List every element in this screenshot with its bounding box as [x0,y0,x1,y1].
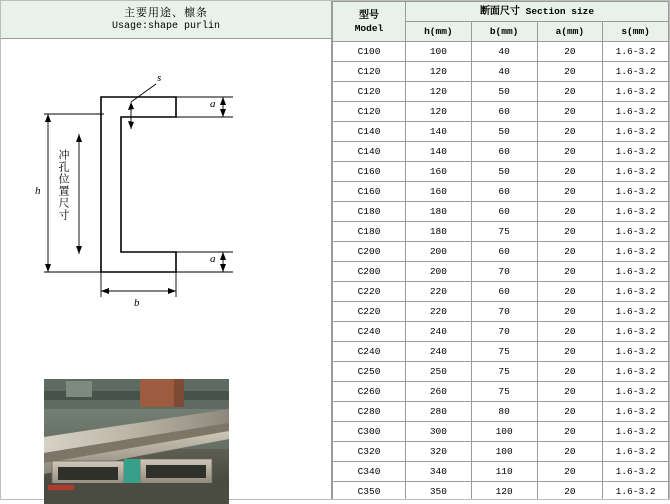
spec-table-panel [332,1,669,499]
cell-a: 20 [537,482,603,500]
table-body [333,42,669,500]
cell-b: 60 [471,142,537,162]
table-row [333,42,669,62]
cell-model: C120 [333,62,406,82]
cell-h: 260 [406,382,472,402]
cell-s: 1.6-3.2 [603,242,669,262]
cell-b: 40 [471,42,537,62]
table-row [333,482,669,500]
spec-table [332,1,669,499]
table-row [333,442,669,462]
cell-h: 240 [406,342,472,362]
table-row [333,302,669,322]
cell-b: 75 [471,222,537,242]
cell-model: C300 [333,422,406,442]
cell-b: 50 [471,162,537,182]
cell-b: 75 [471,342,537,362]
cell-b: 60 [471,282,537,302]
cell-model: C240 [333,322,406,342]
cell-model: C120 [333,102,406,122]
cell-s: 1.6-3.2 [603,442,669,462]
table-row [333,242,669,262]
cell-h: 100 [406,42,472,62]
cell-b: 70 [471,322,537,342]
cell-b: 60 [471,102,537,122]
column-header-a: a(mm) [537,22,603,42]
cell-s: 1.6-3.2 [603,402,669,422]
cell-model: C200 [333,262,406,282]
table-row [333,382,669,402]
table-row [333,222,669,242]
cell-s: 1.6-3.2 [603,462,669,482]
cell-s: 1.6-3.2 [603,422,669,442]
cell-a: 20 [537,222,603,242]
cell-model: C160 [333,162,406,182]
cell-h: 220 [406,302,472,322]
cell-h: 120 [406,102,472,122]
cell-model: C280 [333,402,406,422]
cell-s: 1.6-3.2 [603,42,669,62]
cell-s: 1.6-3.2 [603,162,669,182]
cell-s: 1.6-3.2 [603,202,669,222]
cell-model: C100 [333,42,406,62]
cell-a: 20 [537,282,603,302]
cell-model: C340 [333,462,406,482]
product-photo [44,379,229,504]
cell-model: C120 [333,82,406,102]
dimension-label-a-bottom: a [210,253,216,265]
cell-model: C140 [333,122,406,142]
cell-a: 20 [537,182,603,202]
cell-s: 1.6-3.2 [603,362,669,382]
table-row [333,422,669,442]
table-row [333,142,669,162]
usage-title-en: Usage:shape purlin [111,21,221,32]
table-row [333,182,669,202]
cell-model: C350 [333,482,406,500]
cell-a: 20 [537,122,603,142]
cell-a: 20 [537,382,603,402]
cell-h: 160 [406,182,472,202]
dimension-label-a-top: a [210,98,216,110]
cell-h: 280 [406,402,472,422]
cell-b: 60 [471,182,537,202]
cell-b: 70 [471,302,537,322]
cell-a: 20 [537,82,603,102]
cell-a: 20 [537,162,603,182]
model-header-cn: 型号 [359,9,379,21]
cell-s: 1.6-3.2 [603,322,669,342]
cell-h: 250 [406,362,472,382]
cell-s: 1.6-3.2 [603,482,669,500]
cell-a: 20 [537,322,603,342]
cell-b: 60 [471,242,537,262]
table-row [333,362,669,382]
cell-b: 40 [471,62,537,82]
cell-model: C180 [333,202,406,222]
cell-s: 1.6-3.2 [603,122,669,142]
cell-b: 110 [471,462,537,482]
cell-h: 320 [406,442,472,462]
cell-a: 20 [537,42,603,62]
cell-model: C200 [333,242,406,262]
punch-position-label: 冲孔位置尺寸 [57,149,69,221]
model-header-en: Model [354,22,384,34]
cell-a: 20 [537,142,603,162]
cell-h: 200 [406,242,472,262]
cell-s: 1.6-3.2 [603,342,669,362]
column-header-h: h(mm) [406,22,472,42]
cell-a: 20 [537,242,603,262]
cell-s: 1.6-3.2 [603,262,669,282]
cell-b: 60 [471,202,537,222]
cell-h: 140 [406,142,472,162]
column-header-b: b(mm) [471,22,537,42]
cell-h: 160 [406,162,472,182]
cell-a: 20 [537,62,603,82]
dimension-label-h: h [35,185,41,197]
table-row [333,282,669,302]
cell-h: 350 [406,482,472,500]
table-row [333,62,669,82]
table-row [333,462,669,482]
cell-b: 50 [471,82,537,102]
cell-model: C250 [333,362,406,382]
cell-a: 20 [537,402,603,422]
cell-model: C140 [333,142,406,162]
cell-h: 340 [406,462,472,482]
cell-a: 20 [537,202,603,222]
cell-b: 70 [471,262,537,282]
table-row [333,162,669,182]
cell-s: 1.6-3.2 [603,222,669,242]
cell-model: C160 [333,182,406,202]
cell-h: 180 [406,222,472,242]
cell-model: C220 [333,302,406,322]
model-header [333,2,406,42]
cell-s: 1.6-3.2 [603,142,669,162]
cell-a: 20 [537,262,603,282]
cell-h: 140 [406,122,472,142]
cell-b: 100 [471,422,537,442]
cell-b: 75 [471,362,537,382]
cell-s: 1.6-3.2 [603,102,669,122]
dimension-label-b: b [134,297,140,309]
cell-model: C320 [333,442,406,462]
table-row [333,202,669,222]
cell-a: 20 [537,362,603,382]
section-size-header [406,2,669,22]
cell-a: 20 [537,102,603,122]
cell-b: 100 [471,442,537,462]
cell-s: 1.6-3.2 [603,62,669,82]
cell-model: C240 [333,342,406,362]
table-row [333,342,669,362]
usage-header [1,1,332,39]
cell-model: C220 [333,282,406,302]
table-row [333,322,669,342]
cell-h: 120 [406,82,472,102]
cell-s: 1.6-3.2 [603,282,669,302]
cell-h: 300 [406,422,472,442]
cell-a: 20 [537,442,603,462]
usage-title-cn: 主要用途、檩条 [124,7,208,19]
cell-model: C180 [333,222,406,242]
cell-b: 50 [471,122,537,142]
cell-h: 120 [406,62,472,82]
table-row [333,402,669,422]
cell-h: 180 [406,202,472,222]
table-row [333,122,669,142]
cell-s: 1.6-3.2 [603,382,669,402]
section-size-header-cn: 断面尺寸 [479,6,520,17]
table-row [333,102,669,122]
cell-a: 20 [537,422,603,442]
dimension-label-s: s [157,72,162,84]
column-header-s: s(mm) [603,22,669,42]
table-row [333,262,669,282]
left-panel [1,1,332,499]
cell-s: 1.6-3.2 [603,82,669,102]
cell-s: 1.6-3.2 [603,302,669,322]
cell-h: 240 [406,322,472,342]
cell-s: 1.6-3.2 [603,182,669,202]
cell-model: C260 [333,382,406,402]
c-section-drawing [1,39,331,334]
cell-h: 200 [406,262,472,282]
cell-b: 80 [471,402,537,422]
cell-b: 75 [471,382,537,402]
left-body [1,39,332,499]
cell-a: 20 [537,342,603,362]
cell-h: 220 [406,282,472,302]
cell-b: 120 [471,482,537,500]
cell-a: 20 [537,302,603,322]
table-row [333,82,669,102]
section-size-header-en: Section size [525,6,595,17]
cell-a: 20 [537,462,603,482]
table-header-row [333,2,669,22]
